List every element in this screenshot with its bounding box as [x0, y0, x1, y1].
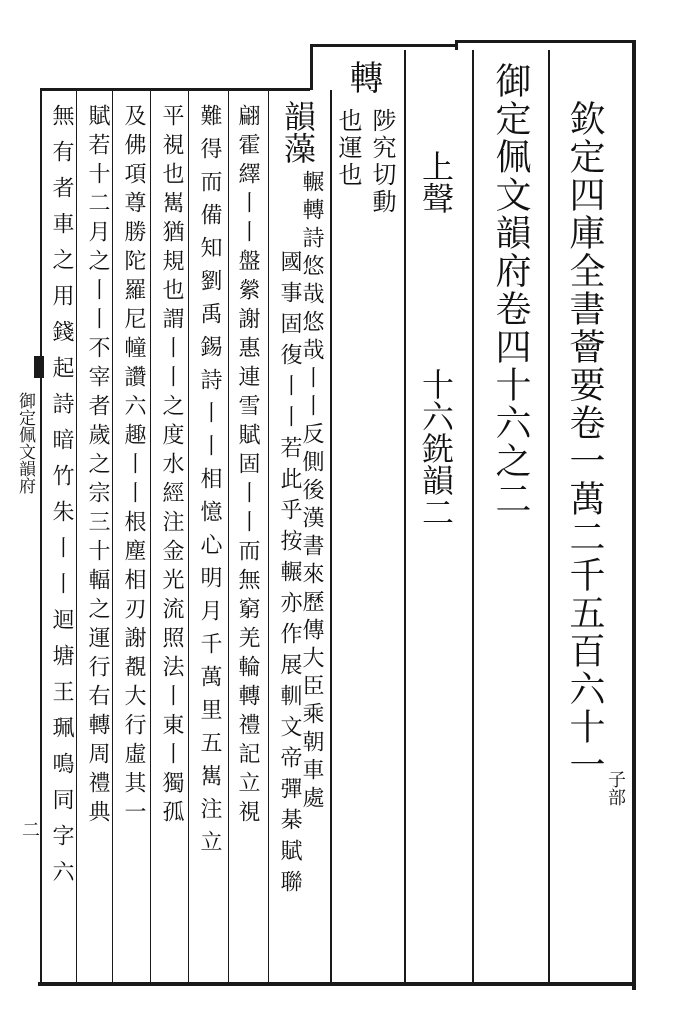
divider-3	[404, 50, 406, 984]
body-column-6: 及佛項尊勝陀羅尼幢讚六趣丨丨根塵相刃謝覩大行虛其一	[121, 104, 146, 829]
frame-top-step	[310, 44, 313, 90]
body-column-4: 難得而備知劉禹錫詩丨丨相憶心明月千萬里五嶲注立	[197, 104, 222, 863]
tone-label: 上聲	[417, 150, 455, 214]
divider-2	[472, 50, 474, 984]
divider-10	[76, 90, 77, 984]
frame-left	[40, 88, 42, 984]
body-column-2: 國事固復丨丨若此乎按輾亦作展䡅文帝彈棊賦聯	[277, 250, 302, 901]
section-label: 子部	[605, 770, 626, 806]
frame-bottom	[38, 982, 636, 986]
divider-4	[330, 90, 332, 984]
margin-label: 御定佩文韻府	[15, 392, 35, 494]
body-column-3: 翩霍繹丨丨盤縈謝惠連雪賦固丨丨而無窮羌輪轉禮記立視	[235, 104, 260, 829]
main-title: 欽定四庫全書薈要卷一萬二千五百六十一	[564, 100, 605, 784]
frame-top-mid	[310, 44, 455, 47]
body-column-8: 無有者車之用錢起詩暗竹朱丨丨迴塘王珮鳴同字六	[49, 104, 74, 896]
frame-top-right	[455, 40, 635, 43]
frame-right	[632, 40, 636, 990]
divider-8	[150, 90, 151, 984]
body-column-7: 賦若十二月之丨丨不宰者歲之宗三十輻之運行右轉周禮典	[85, 104, 110, 829]
margin-block	[34, 356, 44, 378]
body-column-5: 平視也嶲猶規也謂丨丨之度水經注金光流照法丨東丨獨孤	[159, 104, 184, 829]
divider-7	[188, 90, 189, 984]
divider-5	[268, 90, 269, 984]
entry-reading: 陟究切動	[368, 108, 396, 216]
divider-1	[548, 50, 550, 984]
body-column-1: 輾轉詩悠哉悠哉丨丨反側後漢書來歷傳大臣乘朝車處	[299, 170, 324, 814]
rhyme-label: 十六銑韻二	[417, 368, 455, 528]
margin-mark: 二	[19, 820, 40, 838]
entry-head-char: 轉	[343, 60, 383, 94]
divider-6	[228, 90, 229, 984]
frame-top-left	[40, 88, 310, 91]
book-title: 御定佩文韻府卷四十六之二	[490, 62, 531, 518]
section-heading: 韻藻	[279, 100, 317, 164]
entry-gloss: 也運也	[334, 108, 362, 189]
divider-9	[112, 90, 113, 984]
